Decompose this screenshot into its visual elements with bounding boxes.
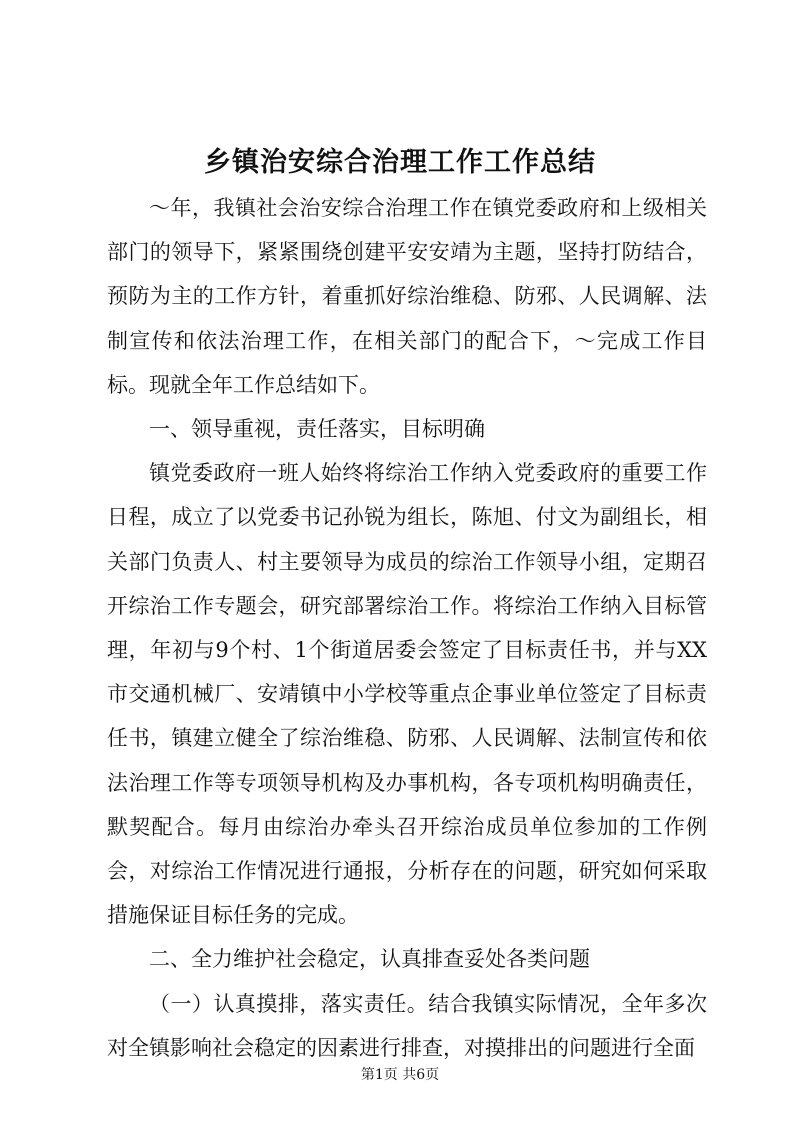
section-heading-2: 二、全力维护社会稳定，认真排查妥处各类问题 [149, 947, 590, 972]
paragraph-leadership: 镇党委政府一班人始终将综治工作纳入党委政府的重要工作日程，成立了以党委书记孙锐为组长，陈旭、付文为副组长，相关部门负责人、村主要领导为成员的综治工作领导小组，定期召开综治工作专题会，研究部署综治工作。将综治工作纳入目标管理，年初与9个村、1个街道居委会签定了目标责任书，并与XX市交通机械厂、安靖镇中小学校等重点企事业单位签定了目标责任书，镇建立健全了综治维稳、防邪、人民调解、法制宣传和依法治理工作等专项领导机构及办事机构，各专项机构明确责任，默契配合。每月由综治办牵头召开综治成员单位参加的工作例会，对综治工作情况进行通报，分析存在的问题，研究如何采取措施保证目标任务的完成。 [107, 461, 707, 928]
section-heading-1: 一、领导重视，责任落实，目标明确 [149, 417, 485, 442]
document-body [107, 186, 707, 1070]
paragraph-investigation: （一）认真摸排，落实责任。结合我镇实际情况，全年多次对全镇影响社会稳定的因素进行排查，对摸排出的问题进行全面 [107, 991, 707, 1060]
paragraph-intro: ～年，我镇社会治安综合治理工作在镇党委政府和上级相关部门的领导下，紧紧围绕创建平安安靖为主题，坚持打防结合，预防为主的工作方针，着重抓好综治维稳、防邪、人民调解、法制宣传和依法治理工作，在相关部门的配合下，～完成工作目标。现就全年工作总结如下。 [107, 196, 707, 397]
page-footer: 第1页 共6页 [360, 1067, 440, 1083]
document-title: 乡镇治安综合治理工作工作总结 [204, 147, 596, 178]
